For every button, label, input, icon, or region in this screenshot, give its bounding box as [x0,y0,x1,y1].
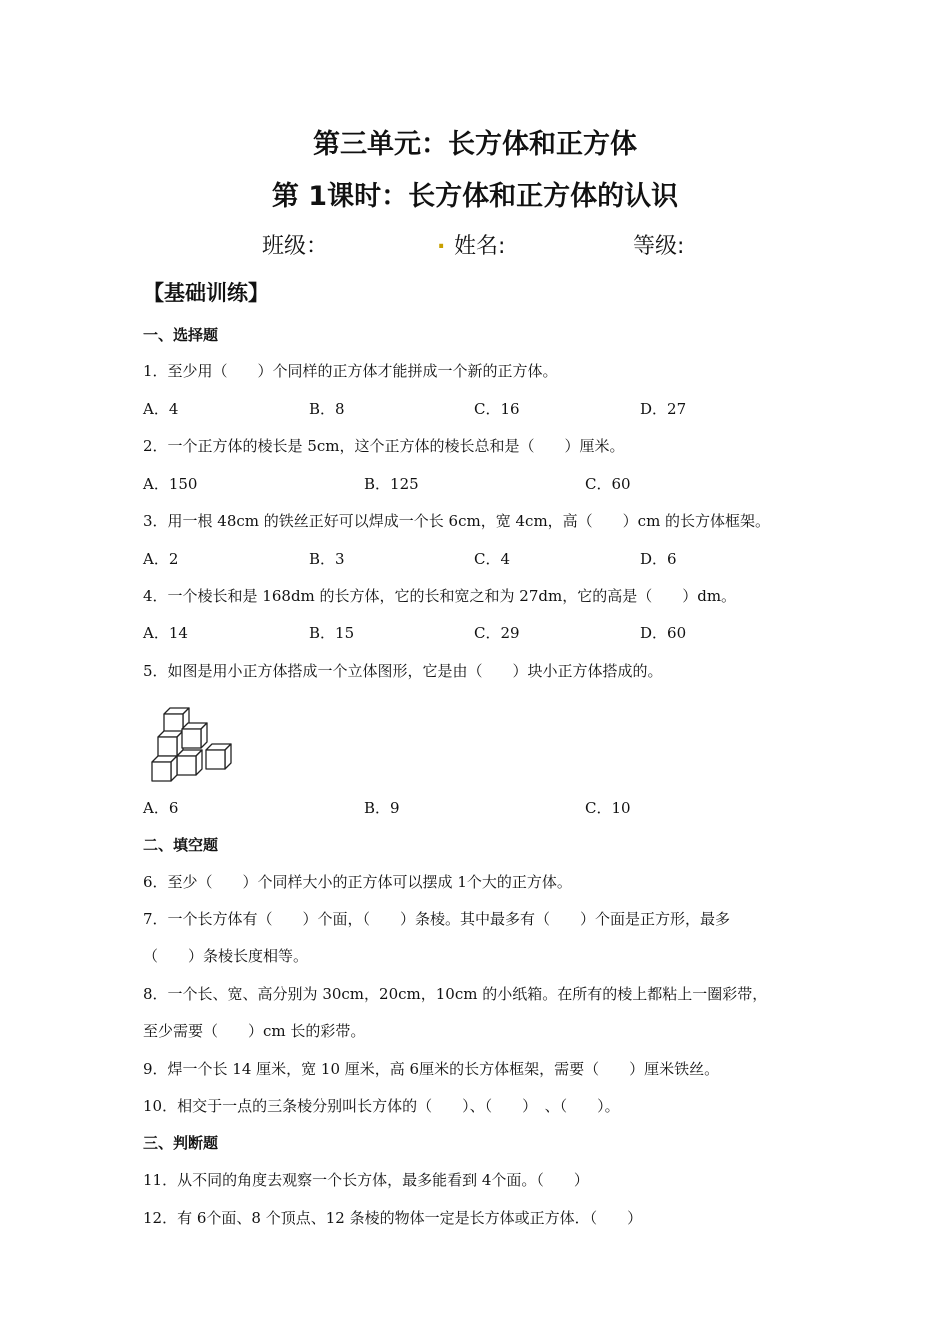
page-title: 第三单元：长方体和正方体 [313,129,637,160]
q1-option-a: A．4 [143,400,179,418]
q2-option-c: C．60 [585,475,631,493]
question-9: 9．焊一个长 14 厘米，宽 10 厘米，高 6厘米的长方体框架，需要（ ）厘米铁丝。 [143,1060,720,1078]
section-choice-heading: 一、选择题 [143,326,219,344]
grade-label: 等级: [633,234,685,259]
class-label: 班级： [262,234,329,259]
q2-option-b: B．125 [364,475,419,493]
section-judge-heading: 三、判断题 [143,1134,219,1152]
name-label: 姓名: [454,234,506,259]
q1-option-b: B．8 [309,400,345,418]
q2-option-a: A．150 [143,475,198,493]
q4-option-b: B．15 [309,624,355,642]
q5-option-c: C．10 [585,799,631,817]
q4-option-d: D．60 [640,624,687,642]
question-7-line-1: 7．一个长方体有（ ）个面，（ ）条棱。其中最多有（ ）个面是正方形，最多 [143,910,731,928]
question-5: 5．如图是用小正方体搭成一个立体图形，它是由（ ）块小正方体搭成的。 [143,662,663,680]
question-1: 1．至少用（ ）个同样的正方体才能拼成一个新的正方体。 [143,362,558,380]
cube-mid-left [158,731,183,756]
question-10: 10．相交于一点的三条棱分别叫长方体的（ ）、（ ） 、（ ）。 [143,1097,620,1115]
q3-option-d: D．6 [640,550,677,568]
question-3: 3．用一根 48cm 的铁丝正好可以焊成一个长 6cm，宽 4cm，高（ ）cm 的长方体框架。 [143,512,771,530]
cube-bottom-back [206,744,231,769]
cube-bottom-front [152,756,177,781]
q1-option-d: D．27 [640,400,687,418]
q4-option-a: A．14 [143,624,188,642]
question-12: 12．有 6个面、8 个顶点、12 条棱的物体一定是长方体或正方体．（ ） [143,1209,643,1227]
q3-option-c: C．4 [474,550,511,568]
q3-option-b: B．3 [309,550,345,568]
q3-option-a: A．2 [143,550,179,568]
question-8-line-2: 至少需要（ ）cm 长的彩带。 [143,1022,366,1040]
cube-bottom-middle [177,750,202,775]
q1-option-c: C．16 [474,400,520,418]
lesson-subtitle: 第 1课时：长方体和正方体的认识 [271,181,679,212]
question-4: 4．一个棱长和是 168dm 的长方体，它的长和宽之和为 27dm，它的高是（ ）dm。 [143,587,737,605]
basic-training-heading: 【基础训练】 [143,281,269,305]
cube-mid-right [182,723,207,748]
question-11: 11．从不同的角度去观察一个长方体，最多能看到 4个面。（ ） [143,1171,589,1189]
separator-dot: . [437,229,446,254]
cube-stack-figure [140,700,240,790]
question-2: 2．一个正方体的棱长是 5cm，这个正方体的棱长总和是（ ）厘米。 [143,437,625,455]
q5-option-b: B．9 [364,799,400,817]
q5-option-a: A．6 [143,799,179,817]
section-fill-heading: 二、填空题 [143,836,219,854]
q4-option-c: C．29 [474,624,520,642]
question-6: 6．至少（ ）个同样大小的正方体可以摆成 1个大的正方体。 [143,873,572,891]
question-8-line-1: 8．一个长、宽、高分别为 30cm，20cm，10cm 的小纸箱。在所有的棱上都粘上一圈彩带， [143,985,768,1003]
question-7-line-2: （ ）条棱长度相等。 [143,947,309,965]
